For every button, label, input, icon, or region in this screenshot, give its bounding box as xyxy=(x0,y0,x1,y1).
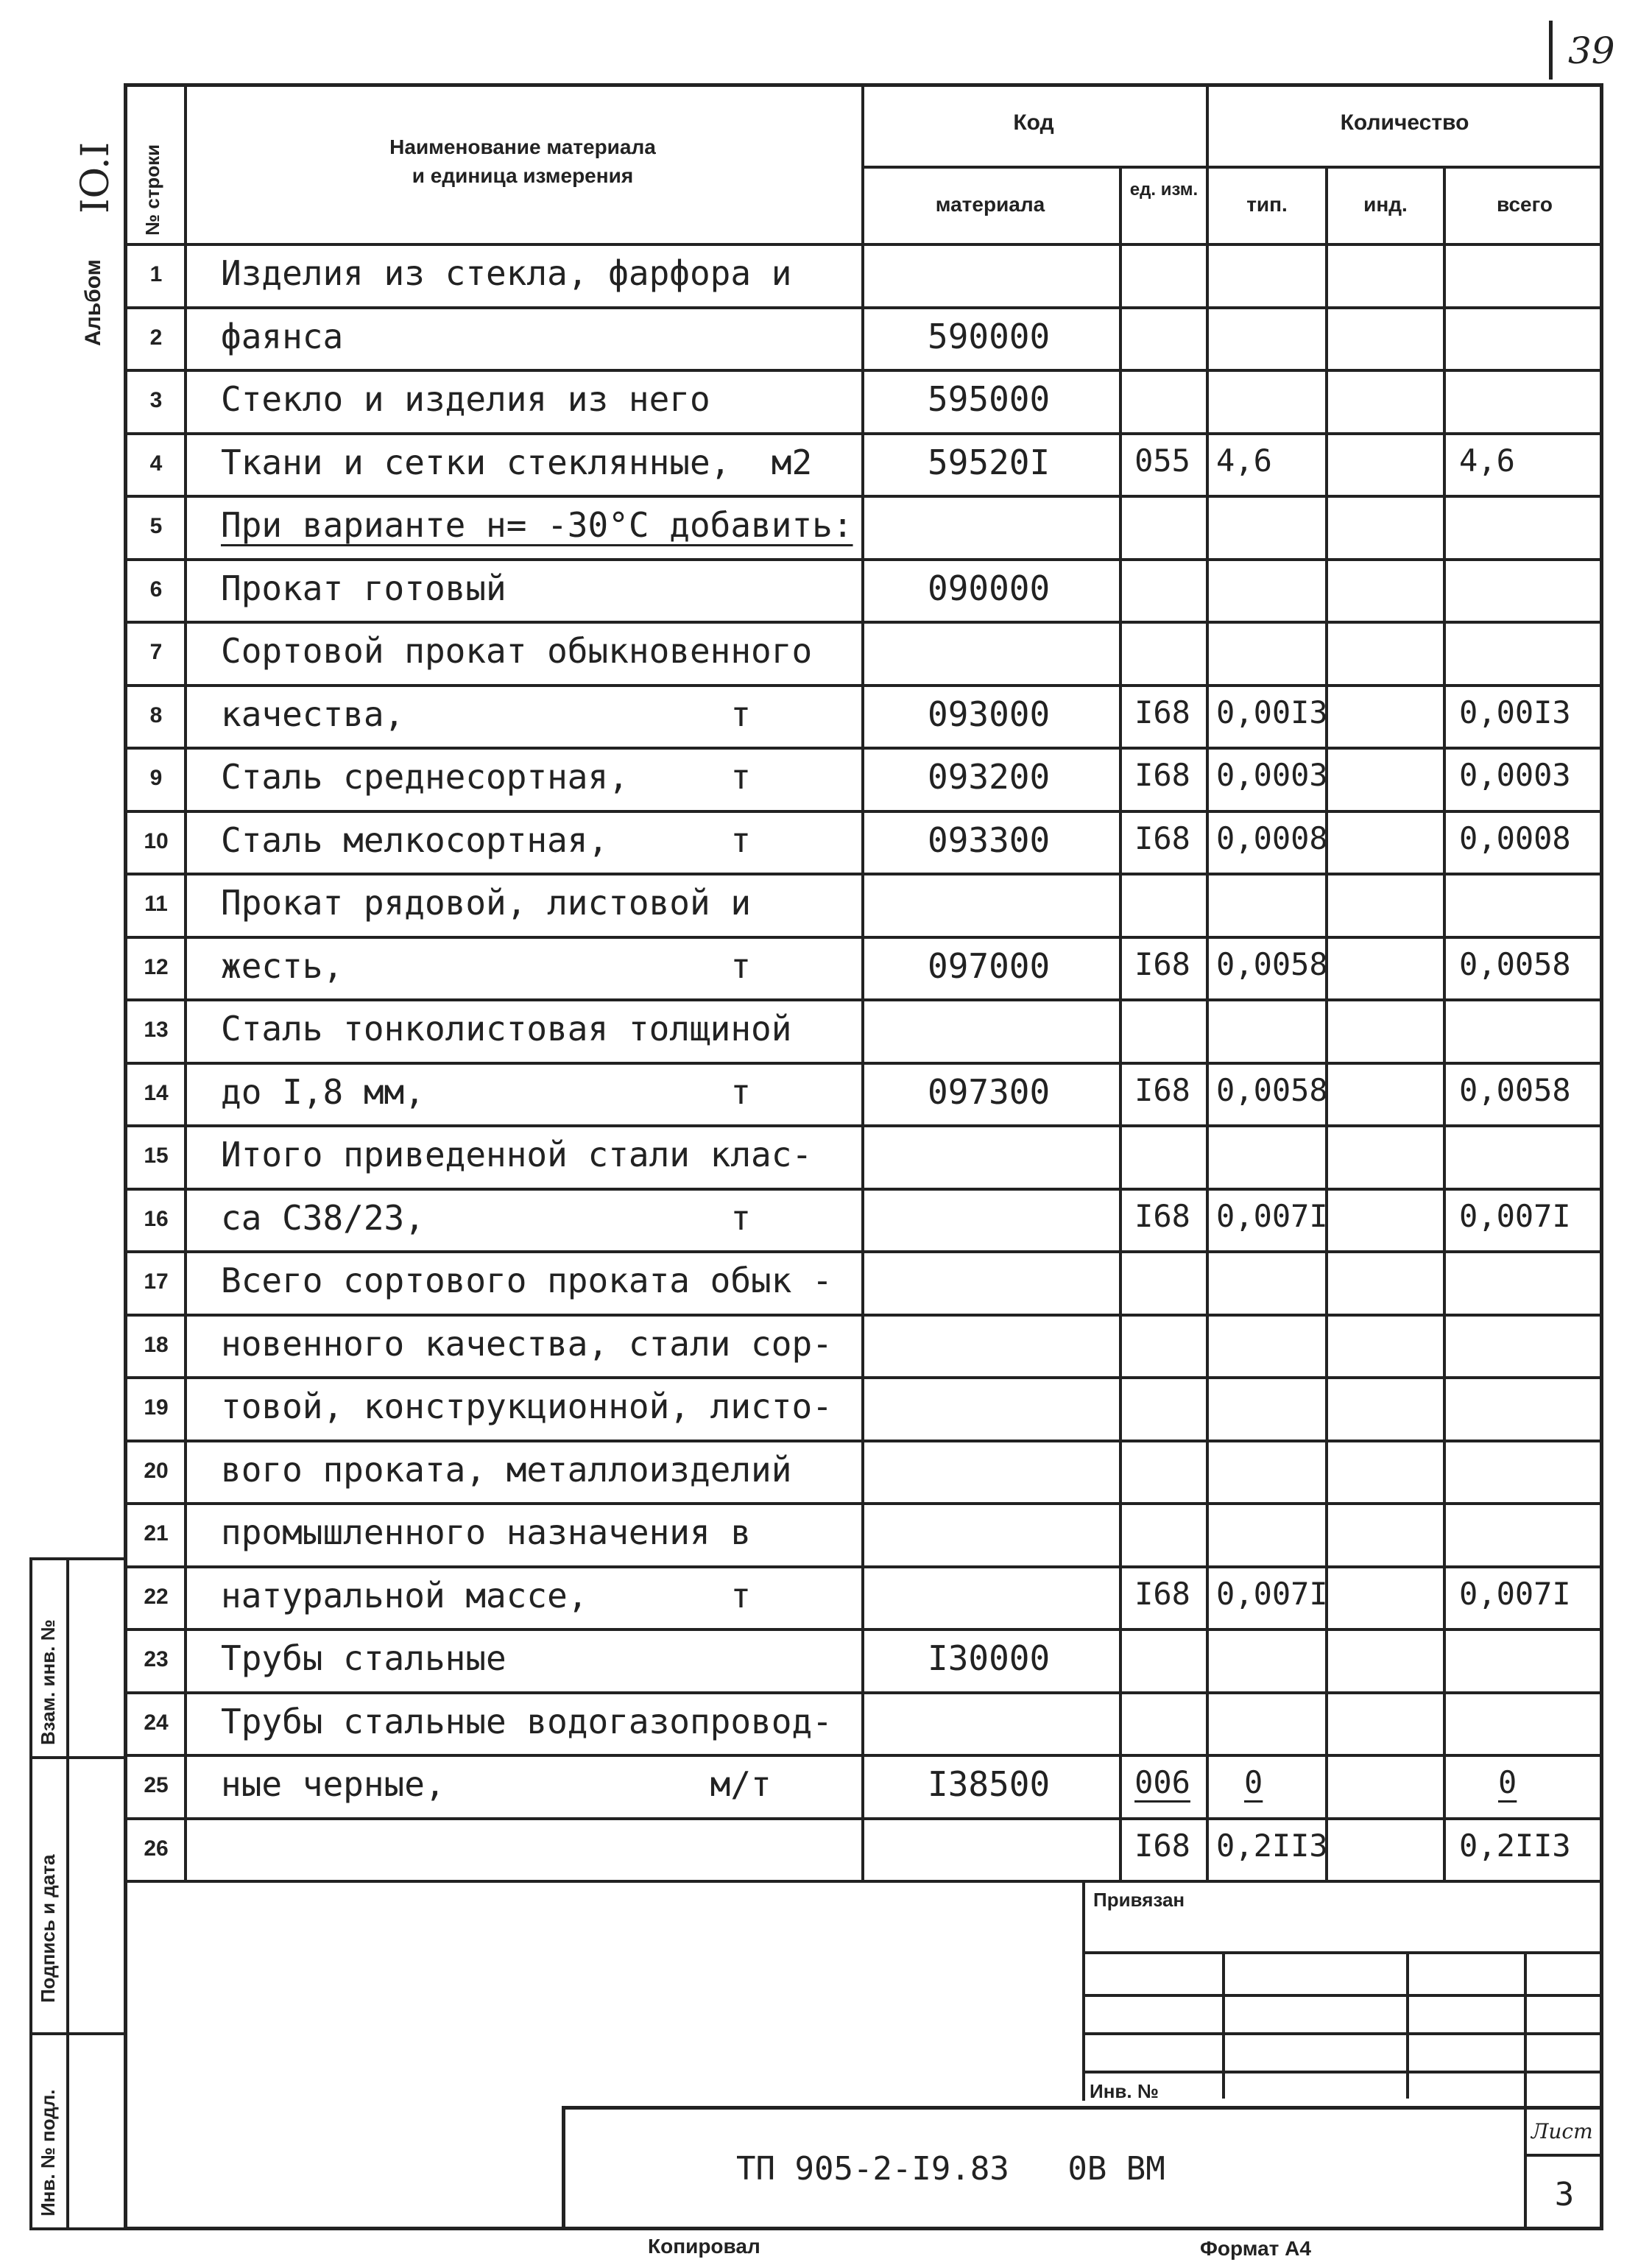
row-qty-typ: 0,0058 xyxy=(1216,1072,1328,1108)
row-number: 20 xyxy=(144,1459,169,1483)
row-material-code: 59520I xyxy=(928,443,1051,482)
row-number: 9 xyxy=(149,766,163,790)
row-material-name: Трубы стальные водогазопровод- xyxy=(221,1702,833,1741)
row-material-code: I30000 xyxy=(928,1638,1051,1678)
row-unit: I68 xyxy=(1134,1198,1190,1234)
row-material-name: Сталь тонколистовая толщиной xyxy=(221,1009,792,1049)
row-material-name: Итого приведенной стали клас- xyxy=(221,1135,813,1174)
row-number: 8 xyxy=(149,703,163,727)
row-unit: I68 xyxy=(1134,820,1190,856)
row-unit: I68 xyxy=(1134,946,1190,982)
row-unit: I68 xyxy=(1134,1072,1190,1108)
row-material-name: до I,8 мм, т xyxy=(221,1072,752,1112)
row-material-name: са С38/23, т xyxy=(221,1198,752,1238)
row-material-name: Сортовой прокат обыкновенного xyxy=(221,631,813,671)
footer-format: Формат А4 xyxy=(1200,2237,1311,2260)
footer-copied: Копировал xyxy=(648,2235,760,2258)
row-unit: I68 xyxy=(1134,694,1190,730)
row-number: 5 xyxy=(149,514,163,538)
row-material-name: ные черные, м/т xyxy=(221,1764,772,1804)
row-material-name: При варианте н= -30°С добавить: xyxy=(221,505,853,545)
side-swap-inv: Взам. инв. № xyxy=(37,1619,59,1745)
row-number: 3 xyxy=(149,388,163,412)
album-number: IO.I xyxy=(74,141,118,214)
row-material-name: Стекло и изделия из него xyxy=(221,379,710,419)
row-number: 16 xyxy=(144,1207,169,1231)
row-material-name: Ткани и сетки стеклянные, м2 xyxy=(221,443,813,482)
row-material-name: товой, конструкционной, листо- xyxy=(221,1387,833,1426)
row-number: 4 xyxy=(149,451,163,476)
row-material-code: 090000 xyxy=(928,568,1051,608)
row-unit: 006 xyxy=(1134,1764,1190,1800)
header-typ: тип. xyxy=(1246,193,1288,216)
row-material-code: 097300 xyxy=(928,1072,1051,1112)
row-number: 2 xyxy=(149,325,163,350)
row-number: 26 xyxy=(144,1836,169,1861)
row-material-name: фаянса xyxy=(221,317,344,356)
side-inv-orig: Инв. № подл. xyxy=(37,2089,59,2216)
row-number: 12 xyxy=(144,955,169,979)
header-material: материала xyxy=(935,193,1045,216)
row-number: 18 xyxy=(144,1333,169,1357)
row-material-name: качества, т xyxy=(221,694,752,734)
row-unit: I68 xyxy=(1134,1576,1190,1612)
row-qty-total: 0,0008 xyxy=(1459,820,1571,856)
row-unit: 055 xyxy=(1134,443,1190,479)
row-material-name: Прокат рядовой, листовой и xyxy=(221,883,752,923)
header-unit: ед. изм. xyxy=(1129,180,1199,200)
header-row-no: № строки xyxy=(141,144,163,236)
row-qty-total: 0,0058 xyxy=(1459,946,1571,982)
row-qty-total: 0,007I xyxy=(1459,1576,1571,1612)
row-number: 24 xyxy=(144,1710,169,1735)
row-number: 25 xyxy=(144,1773,169,1797)
row-material-code: 093200 xyxy=(928,757,1051,797)
row-qty-total: 0,0058 xyxy=(1459,1072,1571,1108)
stamp-inv-label: Инв. № xyxy=(1090,2080,1159,2102)
row-qty-total: 0,007I xyxy=(1459,1198,1571,1234)
row-number: 21 xyxy=(144,1521,169,1546)
row-material-name: натуральной массе, т xyxy=(221,1576,752,1616)
row-unit: I68 xyxy=(1134,1828,1190,1864)
row-number: 1 xyxy=(149,262,163,286)
header-ind: инд. xyxy=(1363,193,1408,216)
row-number: 14 xyxy=(144,1081,169,1105)
row-qty-typ: 0 xyxy=(1244,1764,1263,1800)
side-sign-date: Подпись и дата xyxy=(37,1854,59,2003)
header-total: всего xyxy=(1496,193,1553,216)
row-material-code: 093300 xyxy=(928,820,1051,860)
row-material-name: Трубы стальные xyxy=(221,1638,506,1678)
row-material-code: 093000 xyxy=(928,694,1051,734)
row-qty-total: 0,0003 xyxy=(1459,757,1571,793)
row-unit: I68 xyxy=(1134,757,1190,793)
row-qty-typ: 0,0008 xyxy=(1216,820,1328,856)
row-material-name: Сталь мелкосортная, т xyxy=(221,820,752,860)
row-number: 13 xyxy=(144,1018,169,1042)
row-number: 17 xyxy=(144,1269,169,1294)
row-number: 23 xyxy=(144,1647,169,1671)
row-qty-typ: 0,0003 xyxy=(1216,757,1328,793)
row-material-code: 097000 xyxy=(928,946,1051,986)
row-qty-typ: 0,00I3 xyxy=(1216,694,1328,730)
row-qty-typ: 0,007I xyxy=(1216,1576,1328,1612)
row-material-code: 590000 xyxy=(928,317,1051,356)
row-number: 11 xyxy=(144,892,168,916)
row-qty-total: 0,00I3 xyxy=(1459,694,1571,730)
row-material-name: промышленного назначения в xyxy=(221,1512,752,1552)
row-number: 10 xyxy=(144,829,169,853)
sheet-mark: 39 xyxy=(1568,29,1615,72)
header-quantity: Количество xyxy=(1340,110,1469,135)
row-material-name: Изделия из стекла, фарфора и xyxy=(221,253,792,293)
row-qty-total: 4,6 xyxy=(1459,443,1515,479)
header-code: Код xyxy=(1013,110,1054,135)
row-material-name: Всего сортового проката обык - xyxy=(221,1261,833,1300)
row-qty-typ: 0,0058 xyxy=(1216,946,1328,982)
row-material-code: 595000 xyxy=(928,379,1051,419)
row-qty-typ: 0,2II3 xyxy=(1216,1828,1328,1864)
row-number: 22 xyxy=(144,1585,169,1609)
header-name: Наименование материала и единица измерения xyxy=(389,135,656,188)
row-qty-typ: 4,6 xyxy=(1216,443,1272,479)
row-qty-typ: 0,007I xyxy=(1216,1198,1328,1234)
row-material-name: Прокат готовый xyxy=(221,568,506,608)
row-qty-total: 0,2II3 xyxy=(1459,1828,1571,1864)
row-material-name: жесть, т xyxy=(221,946,752,986)
sheet-number: 3 xyxy=(1554,2176,1575,2213)
row-material-name: новенного качества, стали сор- xyxy=(221,1324,833,1364)
row-material-name: Сталь среднесортная, т xyxy=(221,757,752,797)
album-label: Альбом xyxy=(81,259,105,346)
row-material-name: вого проката, металлоизделий xyxy=(221,1450,792,1490)
row-number: 15 xyxy=(144,1144,169,1168)
sheet-label: Лист xyxy=(1531,2119,1593,2143)
doc-code: ТП 905-2-I9.83 0В ВМ xyxy=(736,2150,1165,2188)
stamp-tied-label: Привязан xyxy=(1093,1889,1185,1911)
row-qty-total: 0 xyxy=(1498,1764,1517,1800)
row-number: 7 xyxy=(149,640,163,664)
row-number: 6 xyxy=(149,577,163,602)
row-number: 19 xyxy=(144,1395,169,1420)
row-material-code: I38500 xyxy=(928,1764,1051,1804)
